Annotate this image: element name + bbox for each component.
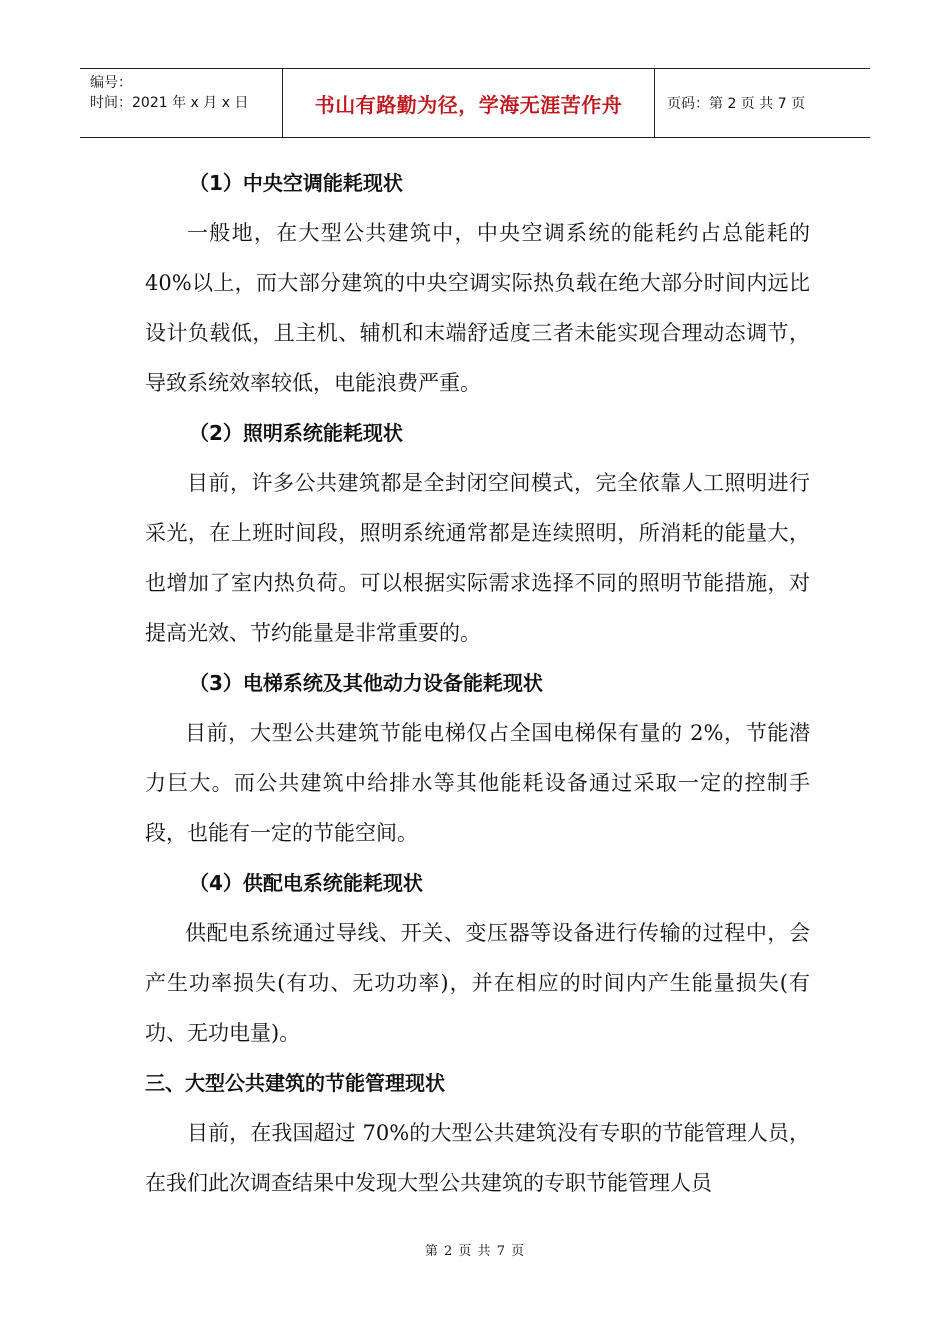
header-motto: 书山有路勤为径，学海无涯苦作舟 <box>283 69 655 137</box>
header-page-info: 页码：第 2 页 共 7 页 <box>667 96 806 112</box>
paragraph-lighting: 目前，许多公共建筑都是全封闭空间模式，完全依靠人工照明进行采光，在上班时间段，照明系统通常都是连续照明，所消耗的能量大，也增加了室内热负荷。可以根据实际需求选择不同的照明节能措施，对提高光效、节约能量是非常重要的。 <box>145 471 810 645</box>
document-date: 时间：2021 年 x 月 x 日 <box>90 95 249 111</box>
subheading-hvac: （1）中央空调能耗现状 <box>189 171 403 195</box>
subheading-lighting: （2）照明系统能耗现状 <box>189 421 403 445</box>
page-header <box>80 68 870 138</box>
page-footer: 第 2 页 共 7 页 <box>424 1244 526 1259</box>
section-heading-management: 三、大型公共建筑的节能管理现状 <box>145 1071 445 1095</box>
paragraph-power: 供配电系统通过导线、开关、变压器等设备进行传输的过程中，会产生功率损失(有功、无功功率)，并在相应的时间内产生能量损失(有功、无功电量)。 <box>145 921 810 1045</box>
document-body <box>145 158 810 1208</box>
paragraph-hvac: 一般地，在大型公共建筑中，中央空调系统的能耗约占总能耗的 40%以上，而大部分建筑的中央空调实际热负载在绝大部分时间内远比设计负载低，且主机、辅机和末端舒适度三者未能实现合理动态调节，导致系统效率较低，电能浪费严重。 <box>145 221 810 395</box>
paragraph-elevator: 目前，大型公共建筑节能电梯仅占全国电梯保有量的 2%，节能潜力巨大。而公共建筑中给排水等其他能耗设备通过采取一定的控制手段，也能有一定的节能空间。 <box>145 721 810 845</box>
paragraph-management: 目前，在我国超过 70%的大型公共建筑没有专职的节能管理人员，在我们此次调查结果中发现大型公共建筑的专职节能管理人员 <box>145 1121 810 1195</box>
header-meta <box>80 69 283 137</box>
subheading-power: （4）供配电系统能耗现状 <box>189 871 423 895</box>
subheading-elevator: （3）电梯系统及其他动力设备能耗现状 <box>189 671 543 695</box>
document-number: 编号： <box>90 75 132 91</box>
